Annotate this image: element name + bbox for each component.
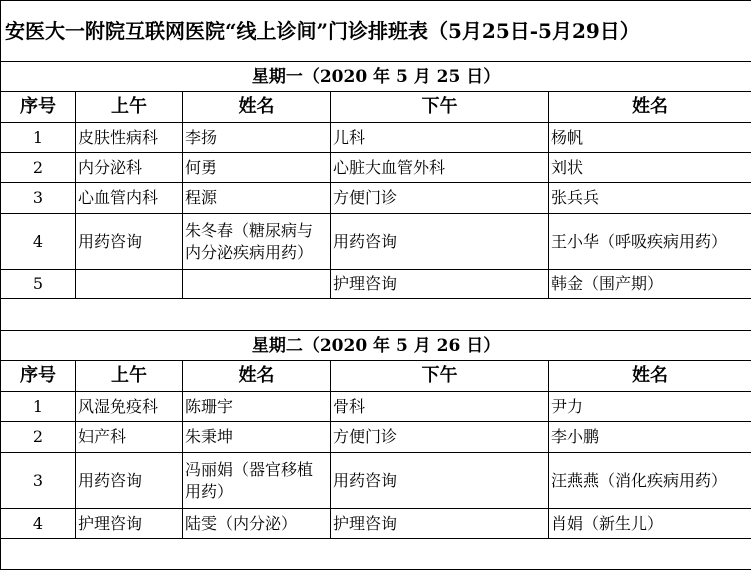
spacer-row (1, 299, 751, 331)
header-am-name: 姓名 (183, 361, 331, 392)
header-am: 上午 (76, 361, 183, 392)
am-dept-cell: 内分泌科 (76, 153, 183, 183)
am-dept-cell: 风湿免疫科 (76, 392, 183, 422)
pm-doctor-cell: 尹力 (549, 392, 751, 422)
am-dept-cell: 用药咨询 (76, 453, 183, 509)
table-row (1, 392, 751, 422)
seq-cell: 3 (1, 183, 76, 214)
pm-doctor-cell: 韩金（围产期） (549, 270, 751, 299)
table-row (1, 214, 751, 270)
pm-dept-cell: 用药咨询 (331, 214, 549, 270)
day-heading-tuesday: 星期二（2020 年 5 月 26 日） (1, 331, 751, 361)
pm-doctor-cell: 李小鹏 (549, 422, 751, 453)
header-seq: 序号 (1, 361, 76, 392)
seq-cell: 1 (1, 392, 76, 422)
table-row (1, 183, 751, 214)
seq-cell: 2 (1, 153, 76, 183)
column-header-row (1, 92, 751, 123)
table-row (1, 270, 751, 299)
pm-doctor-cell: 张兵兵 (549, 183, 751, 214)
header-pm: 下午 (331, 92, 549, 123)
am-doctor-cell: 程源 (183, 183, 331, 214)
header-pm-name: 姓名 (549, 92, 751, 123)
am-dept-cell: 妇产科 (76, 422, 183, 453)
day-heading-monday: 星期一（2020 年 5 月 25 日） (1, 62, 751, 92)
am-dept-cell (76, 270, 183, 299)
am-doctor-cell: 冯丽娟（器官移植用药） (183, 453, 331, 509)
pm-dept-cell: 骨科 (331, 392, 549, 422)
header-seq: 序号 (1, 92, 76, 123)
am-dept-cell: 护理咨询 (76, 509, 183, 539)
pm-doctor-cell: 王小华（呼吸疾病用药） (549, 214, 751, 270)
seq-cell: 2 (1, 422, 76, 453)
pm-dept-cell: 儿科 (331, 123, 549, 153)
pm-dept-cell: 护理咨询 (331, 509, 549, 539)
seq-cell: 4 (1, 214, 76, 270)
column-header-row (1, 361, 751, 392)
pm-dept-cell: 心脏大血管外科 (331, 153, 549, 183)
pm-doctor-cell: 杨帆 (549, 123, 751, 153)
am-doctor-cell: 朱秉坤 (183, 422, 331, 453)
am-doctor-cell: 李扬 (183, 123, 331, 153)
seq-cell: 4 (1, 509, 76, 539)
pm-doctor-cell: 刘状 (549, 153, 751, 183)
seq-cell: 1 (1, 123, 76, 153)
pm-dept-cell: 方便门诊 (331, 422, 549, 453)
table-row (1, 123, 751, 153)
am-dept-cell: 皮肤性病科 (76, 123, 183, 153)
pm-dept-cell: 用药咨询 (331, 453, 549, 509)
am-dept-cell: 心血管内科 (76, 183, 183, 214)
seq-cell: 5 (1, 270, 76, 299)
seq-cell: 3 (1, 453, 76, 509)
header-pm: 下午 (331, 361, 549, 392)
header-am-name: 姓名 (183, 92, 331, 123)
am-doctor-cell: 陈珊宇 (183, 392, 331, 422)
am-doctor-cell (183, 270, 331, 299)
am-doctor-cell: 陆雯（内分泌） (183, 509, 331, 539)
table-row (1, 153, 751, 183)
table-row (1, 453, 751, 509)
pm-dept-cell: 方便门诊 (331, 183, 549, 214)
header-am: 上午 (76, 92, 183, 123)
pm-doctor-cell: 汪燕燕（消化疾病用药） (549, 453, 751, 509)
spacer-row (1, 539, 751, 570)
am-doctor-cell: 何勇 (183, 153, 331, 183)
pm-doctor-cell: 肖娟（新生儿） (549, 509, 751, 539)
pm-dept-cell: 护理咨询 (331, 270, 549, 299)
am-dept-cell: 用药咨询 (76, 214, 183, 270)
am-doctor-cell: 朱冬春（糖尿病与内分泌疾病用药） (183, 214, 331, 270)
page-title: 安医大一附院互联网医院“线上诊间”门诊排班表（5月25日-5月29日） (1, 1, 751, 62)
table-row (1, 509, 751, 539)
header-pm-name: 姓名 (549, 361, 751, 392)
table-row (1, 422, 751, 453)
